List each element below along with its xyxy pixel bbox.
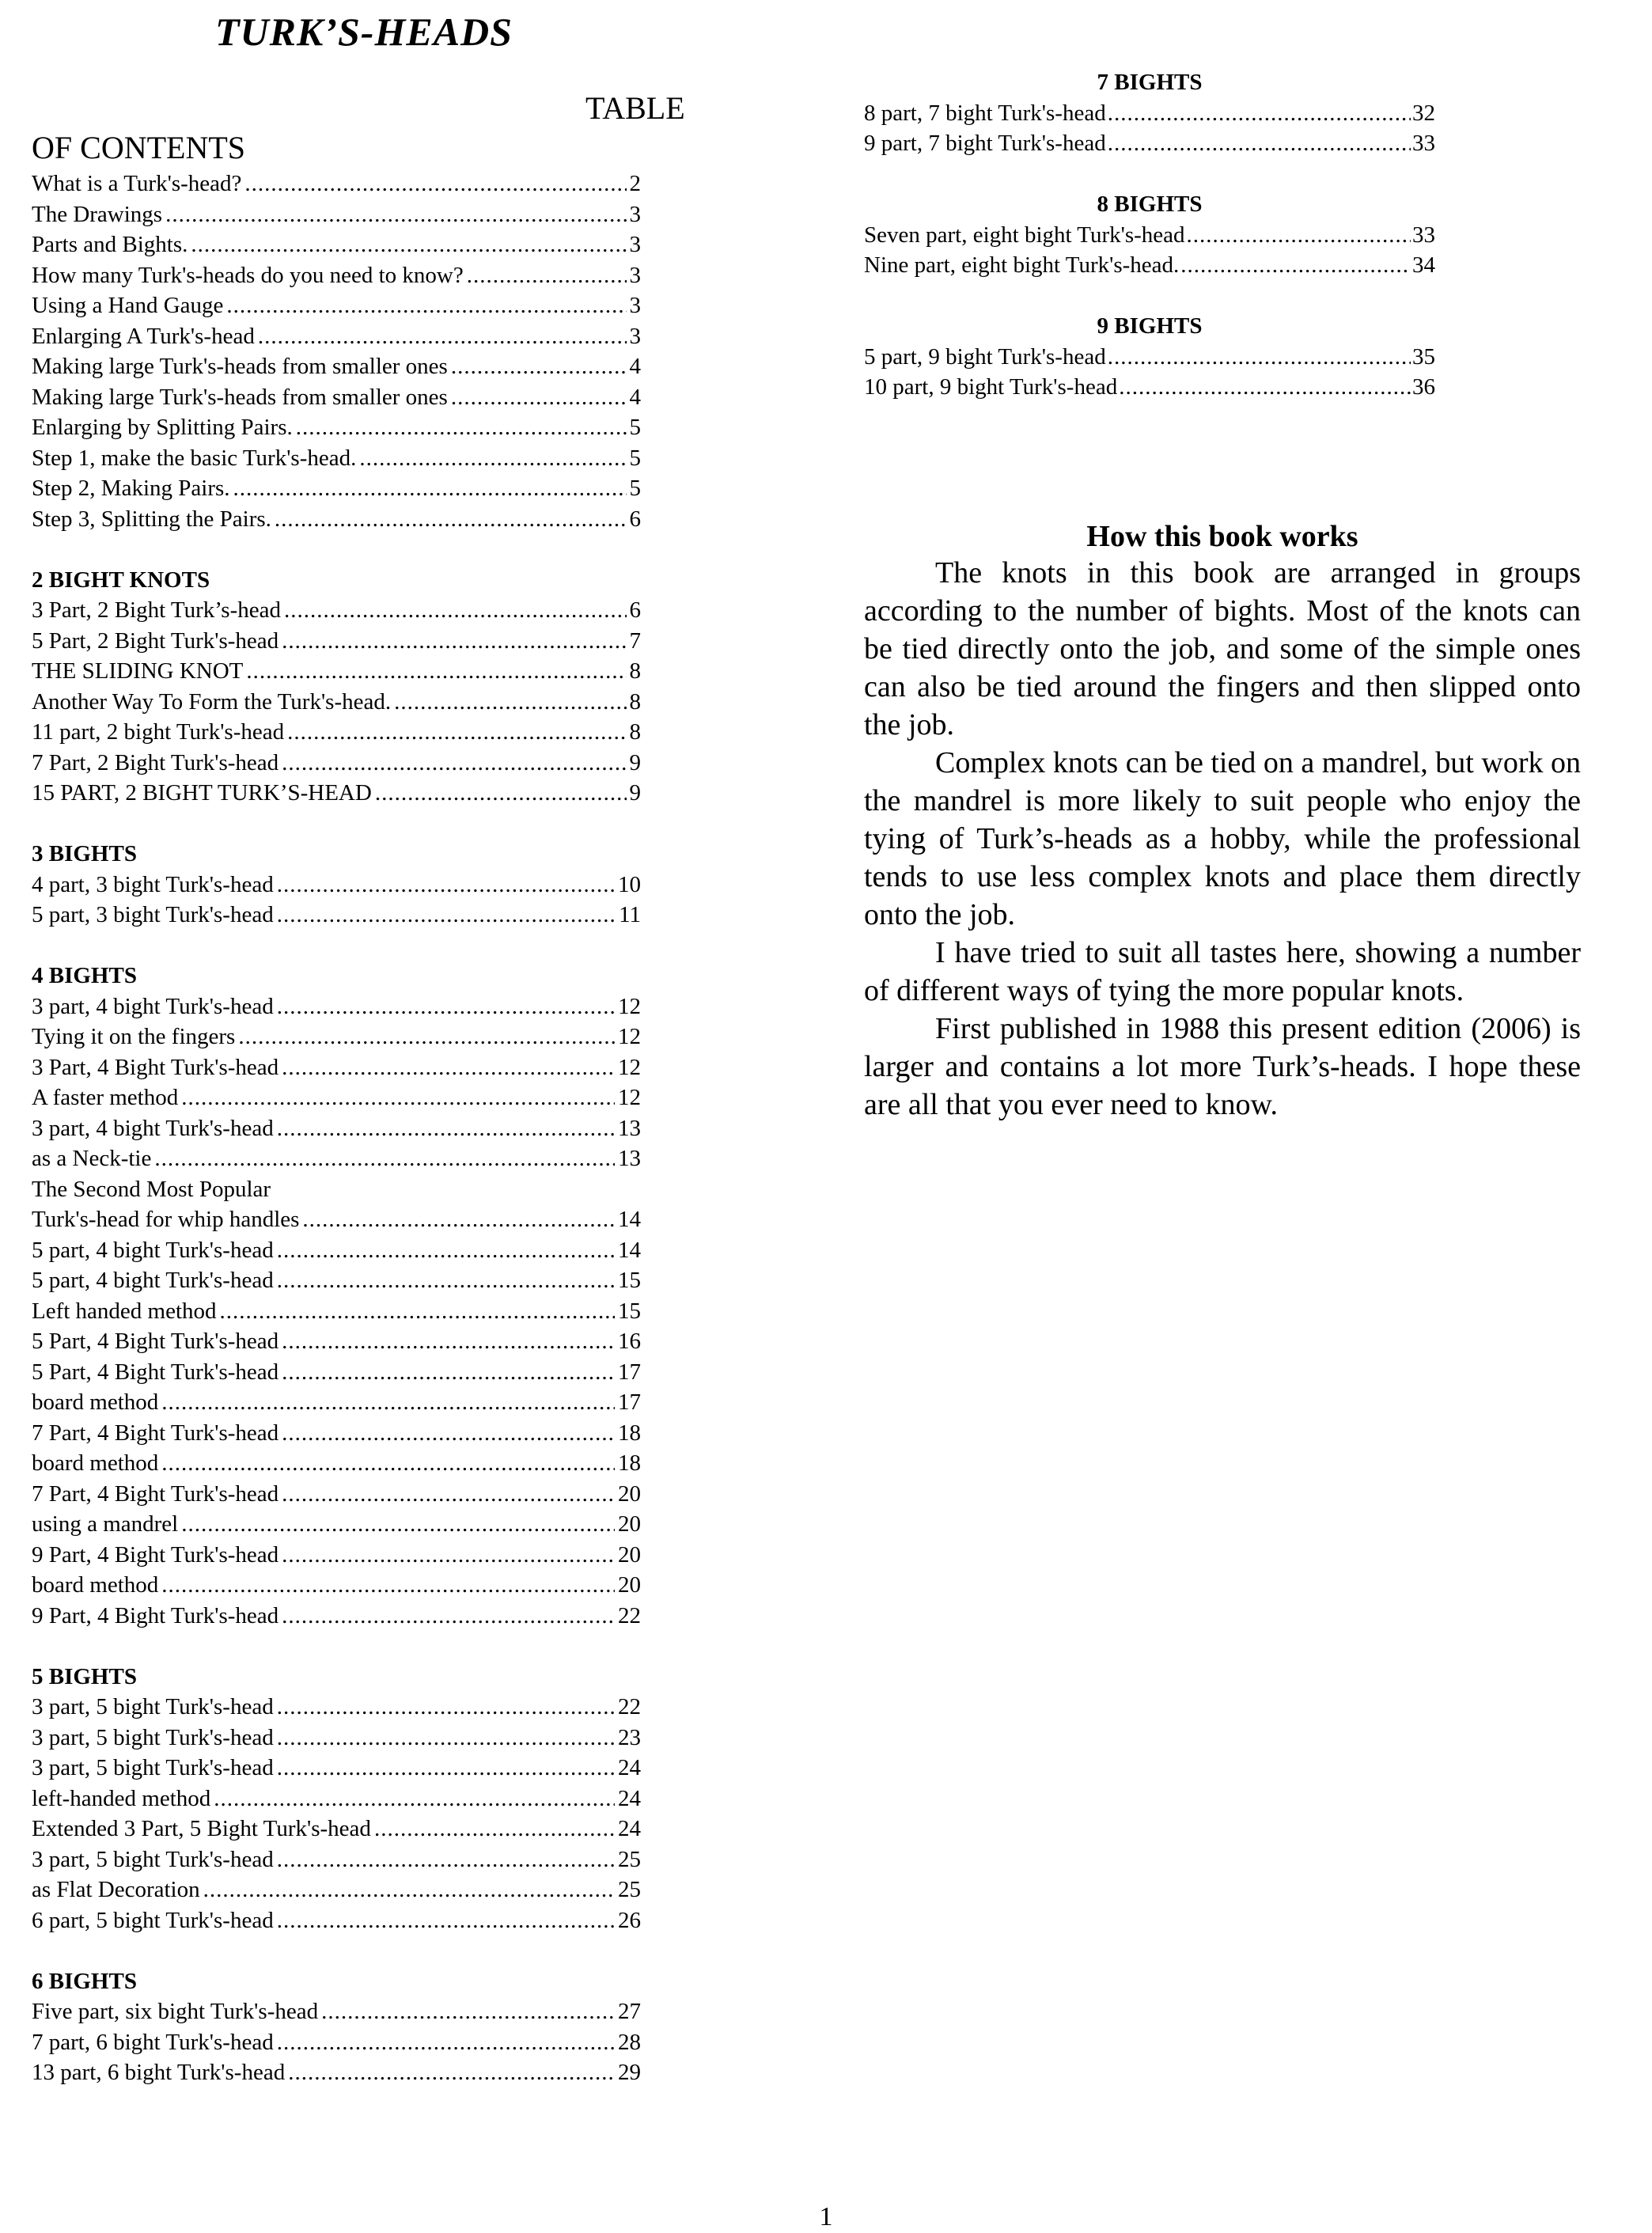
toc-entry[interactable] (32, 473, 641, 504)
section-heading: How this book works (1086, 520, 1358, 553)
toc-entry[interactable] (32, 1265, 641, 1296)
toc-leader-dots (1187, 220, 1411, 251)
toc-leader-dots (277, 1844, 615, 1875)
toc-entry[interactable] (32, 1052, 641, 1083)
toc-entry[interactable] (32, 1418, 641, 1449)
toc-leader-dots (282, 1418, 615, 1449)
toc-entry-page: 33 (1412, 131, 1435, 156)
toc-entry-label: board method (32, 1389, 159, 1415)
toc-entry-label: Step 2, Making Pairs. (32, 476, 230, 501)
toc-leader-dots (277, 1753, 615, 1784)
toc-entry-page: 18 (618, 1420, 641, 1446)
toc-leader-dots (181, 1082, 615, 1113)
toc-entry-label: as Flat Decoration (32, 1877, 200, 1902)
toc-entry-label: Extended 3 Part, 5 Bight Turk's-head (32, 1816, 371, 1841)
toc-leader-dots (451, 351, 627, 382)
toc-entry-page: 34 (1412, 252, 1435, 278)
toc-entry-page: 13 (618, 1115, 641, 1141)
toc-entry-page: 12 (618, 1085, 641, 1110)
toc-entry[interactable] (32, 748, 641, 779)
toc-section-heading: 5 BIGHTS (32, 1663, 137, 1689)
toc-entry-label: A faster method (32, 1085, 179, 1110)
toc-entry-label: 3 Part, 4 Bight Turk's-head (32, 1054, 279, 1080)
toc-entry-label: Using a Hand Gauge (32, 293, 224, 318)
toc-entry-label: 7 Part, 4 Bight Turk's-head (32, 1480, 279, 1507)
toc-leader-dots (214, 1784, 615, 1814)
toc-entry-label: How many Turk's-heads do you need to know? (32, 262, 464, 288)
toc-leader-dots (1108, 98, 1411, 129)
toc-entry[interactable] (32, 1509, 641, 1540)
toc-entry-label: Making large Turk's-heads from smaller ones (32, 384, 448, 410)
toc-entry-label: Enlarging by Splitting Pairs. (32, 415, 293, 440)
toc-leader-dots (359, 443, 626, 474)
toc-entry[interactable] (32, 321, 641, 352)
page-number: 1 (819, 2202, 833, 2231)
toc-leader-dots (321, 1996, 615, 2027)
toc-entry-label: THE SLIDING KNOT (32, 658, 244, 684)
toc-entry-label: 3 part, 4 bight Turk's-head (32, 1115, 274, 1141)
toc-leader-dots (277, 1235, 615, 1266)
toc-heading-contents: OF CONTENTS (32, 130, 246, 165)
toc-entry-page: 20 (618, 1572, 641, 1598)
toc-leader-dots (154, 1143, 615, 1174)
toc-leader-dots (161, 1448, 615, 1479)
toc-entry-page: 11 (619, 902, 641, 927)
toc-entry-label: 3 Part, 2 Bight Turk’s-head (32, 597, 281, 623)
toc-spacer (32, 931, 641, 961)
toc-leader-dots (282, 1479, 615, 1510)
toc-entry[interactable] (32, 870, 641, 900)
toc-entry[interactable] (32, 1296, 641, 1327)
toc-leader-dots (284, 595, 627, 626)
toc-section-heading: 6 BIGHTS (32, 1968, 137, 1994)
toc-leader-dots (282, 1357, 615, 1388)
paragraph: The knots in this book are arranged in groups according to the number of bights. Most of the knots can be tied directly onto the job, and some of the simple ones can also be tied around the fingers and then slipped onto the job. (864, 556, 1581, 741)
toc-entry-page: 3 (629, 232, 641, 257)
toc-entry-page: 32 (1412, 100, 1435, 126)
toc-entry-label: 10 part, 9 bight Turk's-head (864, 374, 1118, 400)
toc-entry[interactable] (32, 443, 641, 474)
toc-entry[interactable] (32, 1143, 641, 1174)
toc-entry-label: 11 part, 2 bight Turk's-head (32, 719, 285, 745)
toc-entry-label: 7 part, 6 bight Turk's-head (32, 2029, 274, 2055)
toc-entry[interactable] (32, 656, 641, 687)
toc-entry-label: 5 part, 4 bight Turk's-head (32, 1268, 274, 1293)
toc-entry-page: 33 (1412, 222, 1435, 248)
toc-entry-page: 8 (629, 688, 641, 715)
toc-entry-page: 5 (629, 415, 641, 440)
toc-entry-label: 6 part, 5 bight Turk's-head (32, 1907, 274, 1933)
toc-leader-dots (1119, 372, 1411, 403)
toc-entry-label: board method (32, 1450, 159, 1476)
toc-entry[interactable] (864, 98, 1435, 129)
toc-entry[interactable] (864, 220, 1435, 251)
toc-section-heading: 3 BIGHTS (32, 841, 137, 866)
paragraph: First published in 1988 this present edition (2006) is larger and contains a lot more Turk’s-heads. I hope these are all that you ever need to know. (864, 1012, 1581, 1121)
toc-leader-dots (277, 1905, 615, 1936)
toc-leader-dots (1108, 128, 1411, 159)
toc-leader-dots (244, 169, 626, 199)
toc-entry[interactable] (32, 687, 641, 718)
toc-leader-dots (287, 717, 626, 748)
toc-entry[interactable] (32, 2057, 641, 2088)
toc-entry-page: 20 (618, 1480, 641, 1507)
toc-spacer (32, 1935, 641, 1966)
toc-entry-page: 25 (618, 1877, 641, 1902)
toc-entry[interactable] (32, 351, 641, 382)
toc-entry[interactable] (32, 1996, 641, 2027)
toc-leader-dots (226, 290, 626, 321)
toc-entry[interactable] (864, 342, 1435, 373)
toc-leader-dots (1108, 342, 1411, 373)
toc-entry[interactable] (32, 1723, 641, 1753)
toc-entry-label: 3 part, 5 bight Turk's-head (32, 1846, 274, 1872)
toc-entry-page: 22 (618, 1694, 641, 1719)
toc-leader-dots (277, 870, 615, 900)
toc-entry-page: 36 (1412, 374, 1435, 400)
toc-leader-dots (302, 1204, 615, 1235)
toc-entry-label: 4 part, 3 bight Turk's-head (32, 871, 274, 897)
toc-entry-label: Parts and Bights. (32, 232, 188, 257)
toc-entry-page: 4 (629, 384, 641, 410)
toc-entry-page: 25 (618, 1846, 641, 1872)
toc-entry-label: Seven part, eight bight Turk's-head (864, 222, 1185, 248)
toc-entry-label: Enlarging A Turk's-head (32, 323, 255, 349)
toc-entry-label: Making large Turk's-heads from smaller ones (32, 354, 448, 379)
toc-spacer (32, 1631, 641, 1662)
toc-entry-page: 16 (618, 1329, 641, 1354)
toc-entry-label: Left handed method (32, 1298, 217, 1324)
toc-entry-page: 8 (629, 719, 641, 745)
toc-leader-dots (374, 1814, 615, 1844)
toc-leader-dots (277, 1692, 615, 1723)
toc-leader-dots (277, 2027, 615, 2058)
toc-entry[interactable] (32, 1326, 641, 1357)
toc-entry[interactable] (32, 1570, 641, 1601)
toc-entry-label: 13 part, 6 bight Turk's-head (32, 2060, 286, 2085)
toc-entry-label: Step 1, make the basic Turk's-head. (32, 445, 357, 471)
toc-entry-page: 3 (629, 201, 641, 227)
toc-entry-label: 7 Part, 4 Bight Turk's-head (32, 1420, 279, 1446)
toc-entry-page: 17 (618, 1359, 641, 1385)
toc-entry-page: 9 (629, 780, 641, 806)
toc-entry[interactable] (32, 1479, 641, 1510)
toc-entry[interactable] (32, 991, 641, 1022)
toc-section-heading: 4 BIGHTS (32, 963, 137, 988)
toc-entry-page: 24 (618, 1816, 641, 1841)
toc-leader-dots (191, 229, 626, 260)
toc-entry-label: 5 part, 4 bight Turk's-head (32, 1237, 274, 1263)
toc-entry-page: 35 (1412, 343, 1435, 370)
toc-entry[interactable] (32, 1601, 641, 1632)
toc-leader-dots (258, 321, 627, 352)
toc-entry[interactable] (32, 1875, 641, 1905)
toc-entry-page: 7 (629, 627, 641, 654)
toc-leader-dots (282, 1052, 615, 1083)
toc-leader-dots (1180, 250, 1411, 281)
toc-entry[interactable] (32, 229, 641, 260)
toc-entry-label: 15 PART, 2 BIGHT TURK’S-HEAD (32, 780, 372, 806)
toc-entry[interactable] (32, 778, 641, 809)
toc-section-heading: 7 BIGHTS (1097, 70, 1203, 95)
toc-entry[interactable] (32, 382, 641, 413)
toc-leader-dots (181, 1509, 615, 1540)
toc-entry-label: Turk's-head for whip handles (32, 1207, 300, 1232)
toc-entry-page: 27 (618, 1999, 641, 2024)
toc-entry[interactable] (32, 1357, 641, 1388)
toc-entry-label: What is a Turk's-head? (32, 171, 242, 196)
toc-entry[interactable] (32, 169, 641, 199)
toc-entry-page: 24 (618, 1785, 641, 1811)
toc-leader-dots (282, 626, 626, 657)
toc-entry-label: 5 part, 9 bight Turk's-head (864, 343, 1106, 370)
toc-entry-page: 10 (618, 871, 641, 897)
toc-leader-dots (203, 1875, 615, 1905)
toc-entry-page: 12 (618, 1054, 641, 1080)
toc-spacer (864, 159, 1435, 190)
toc-entry-page: 5 (629, 476, 641, 501)
paragraph: I have tried to suit all tastes here, showing a number of different ways of tying the more popular knots. (864, 936, 1581, 1007)
toc-entry-label: board method (32, 1572, 159, 1598)
toc-entry-page: 13 (618, 1146, 641, 1171)
toc-entry-label: 5 Part, 4 Bight Turk's-head (32, 1359, 279, 1385)
toc-entry[interactable] (864, 128, 1435, 159)
toc-entry-label: Five part, six bight Turk's-head (32, 1999, 319, 2024)
toc-entry-label: Step 3, Splitting the Pairs. (32, 506, 271, 532)
toc-leader-dots (238, 1022, 615, 1052)
toc-entry-page: 29 (618, 2060, 641, 2085)
toc-leader-dots (451, 382, 627, 413)
toc-entry-page: 26 (618, 1907, 641, 1933)
toc-entry-label: using a mandrel (32, 1511, 179, 1537)
toc-entry-page: 14 (618, 1207, 641, 1232)
toc-right-column (864, 67, 1435, 403)
toc-entry[interactable] (32, 1784, 641, 1814)
toc-entry-page: 15 (618, 1268, 641, 1293)
toc-entry-label: as a Neck-tie (32, 1146, 152, 1171)
toc-entry[interactable] (32, 900, 641, 931)
toc-entry-label: Nine part, eight bight Turk's-head. (864, 252, 1180, 278)
toc-entry[interactable] (32, 2027, 641, 2058)
toc-leader-dots (161, 1387, 615, 1418)
toc-entry[interactable] (32, 412, 641, 443)
toc-leader-dots (467, 260, 627, 291)
toc-spacer (864, 281, 1435, 312)
toc-entry-label: 9 Part, 4 Bight Turk's-head (32, 1541, 279, 1568)
toc-entry[interactable] (32, 1022, 641, 1052)
toc-section-heading: 2 BIGHT KNOTS (32, 567, 210, 593)
toc-entry-page: 24 (618, 1755, 641, 1780)
toc-entry[interactable] (32, 1174, 641, 1205)
toc-entry[interactable] (32, 1448, 641, 1479)
toc-entry[interactable] (32, 1844, 641, 1875)
toc-entry-page: 18 (618, 1450, 641, 1476)
section-body (864, 554, 1581, 1124)
toc-section-heading: 9 BIGHTS (1097, 313, 1203, 339)
toc-entry[interactable] (32, 1235, 641, 1266)
toc-entry-page: 20 (618, 1541, 641, 1568)
toc-entry-label: 3 part, 4 bight Turk's-head (32, 993, 274, 1019)
toc-entry-label: 5 part, 3 bight Turk's-head (32, 902, 274, 927)
toc-entry-page: 22 (618, 1602, 641, 1628)
toc-spacer (32, 534, 641, 565)
toc-entry-page: 2 (629, 171, 641, 196)
toc-entry-label: 3 part, 5 bight Turk's-head (32, 1755, 274, 1780)
toc-entry-label: The Drawings (32, 201, 163, 227)
toc-entry[interactable] (32, 717, 641, 748)
toc-entry-label: left-handed method (32, 1785, 211, 1811)
toc-leader-dots (282, 1540, 615, 1571)
toc-entry[interactable] (32, 199, 641, 230)
toc-entry-page: 5 (629, 445, 641, 471)
toc-entry-page: 3 (629, 293, 641, 318)
page-title: TURK’S-HEADS (215, 9, 513, 54)
toc-leader-dots (394, 687, 626, 718)
toc-leader-dots (288, 2057, 615, 2088)
toc-entry-label: The Second Most Popular (32, 1176, 271, 1202)
toc-entry-page: 28 (618, 2029, 641, 2055)
toc-entry-label: 7 Part, 2 Bight Turk's-head (32, 749, 279, 775)
toc-leader-dots (246, 656, 626, 687)
toc-leader-dots (282, 1326, 615, 1357)
toc-entry[interactable] (32, 626, 641, 657)
toc-entry-page: 3 (629, 323, 641, 349)
toc-entry-page: 12 (618, 993, 641, 1019)
toc-entry-page: 14 (618, 1237, 641, 1263)
toc-entry[interactable] (32, 260, 641, 291)
toc-entry-page: 15 (618, 1298, 641, 1324)
toc-leader-dots (277, 1265, 615, 1296)
toc-leader-dots (277, 1113, 615, 1144)
toc-leader-dots (161, 1570, 615, 1601)
toc-entry-page: 6 (629, 506, 641, 532)
toc-entry[interactable] (32, 1753, 641, 1784)
toc-entry[interactable] (32, 1814, 641, 1844)
toc-entry-label: 3 part, 5 bight Turk's-head (32, 1694, 274, 1719)
toc-entry-page: 6 (629, 597, 641, 623)
toc-leader-dots (233, 473, 627, 504)
toc-entry[interactable] (864, 372, 1435, 403)
toc-entry[interactable] (32, 504, 641, 535)
toc-entry[interactable] (32, 1905, 641, 1936)
toc-leader-dots (296, 412, 627, 443)
toc-entry[interactable] (32, 595, 641, 626)
toc-entry-page: 8 (629, 658, 641, 684)
toc-entry-page: 4 (629, 354, 641, 379)
toc-entry-page: 17 (618, 1389, 641, 1415)
toc-leader-dots (277, 991, 615, 1022)
paragraph: Complex knots can be tied on a mandrel, but work on the mandrel is more likely to suit people who enjoy the tying of Turk’s-heads as a hobby, while the professional tends to use less complex knots and place them directly onto the job. (864, 746, 1581, 931)
toc-entry[interactable] (32, 1387, 641, 1418)
toc-entry-label: 9 Part, 4 Bight Turk's-head (32, 1602, 279, 1628)
toc-entry-page: 12 (618, 1024, 641, 1049)
toc-entry-page: 9 (629, 749, 641, 775)
toc-entry-page: 23 (618, 1724, 641, 1750)
toc-leader-dots (375, 778, 627, 809)
toc-entry-label: 5 Part, 2 Bight Turk's-head (32, 627, 279, 654)
toc-leader-dots (220, 1296, 615, 1327)
toc-leader-dots (165, 199, 626, 230)
toc-entry-label: 8 part, 7 bight Turk's-head (864, 100, 1106, 126)
toc-left-column (32, 169, 641, 2088)
toc-entry-label: 5 Part, 4 Bight Turk's-head (32, 1329, 279, 1354)
toc-leader-dots (277, 900, 616, 931)
toc-entry[interactable] (864, 250, 1435, 281)
toc-entry[interactable] (32, 1540, 641, 1571)
toc-leader-dots (282, 1601, 615, 1632)
toc-entry-page: 20 (618, 1511, 641, 1537)
toc-entry[interactable] (32, 1082, 641, 1113)
toc-leader-dots (277, 1723, 615, 1753)
toc-section-heading: 8 BIGHTS (1097, 191, 1203, 217)
toc-entry-label: 3 part, 5 bight Turk's-head (32, 1724, 274, 1750)
toc-entry-page: 3 (629, 262, 641, 288)
toc-leader-dots (275, 504, 627, 535)
toc-leader-dots (282, 748, 626, 779)
toc-heading-table: TABLE (585, 90, 685, 126)
toc-entry[interactable] (32, 1204, 641, 1235)
toc-entry-label: Tying it on the fingers (32, 1024, 236, 1049)
toc-entry[interactable] (32, 290, 641, 321)
toc-entry[interactable] (32, 1692, 641, 1723)
toc-entry-label: 9 part, 7 bight Turk's-head (864, 131, 1106, 156)
toc-spacer (32, 809, 641, 840)
toc-entry-label: Another Way To Form the Turk's-head. (32, 688, 392, 715)
toc-entry[interactable] (32, 1113, 641, 1144)
